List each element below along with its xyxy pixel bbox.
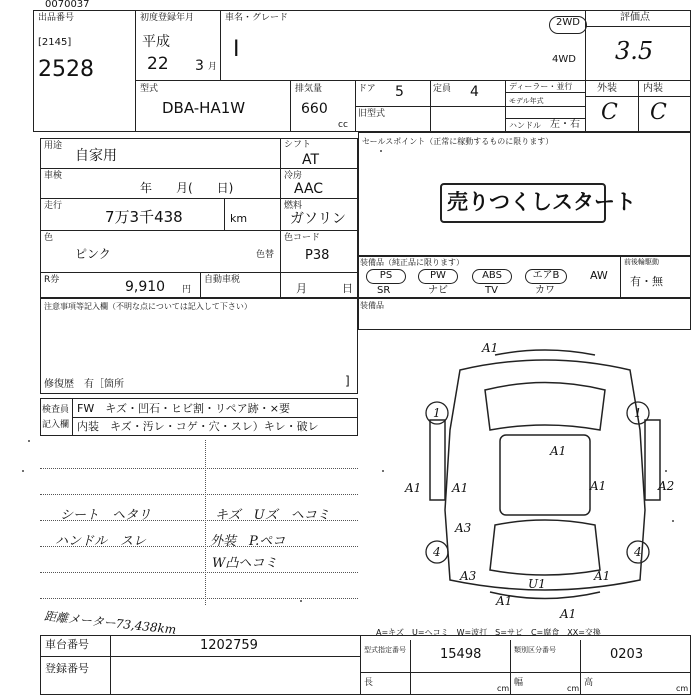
sales-point-label: セールスポイント（正常に稼動するものに限ります） xyxy=(362,137,554,146)
equip-tv: TV xyxy=(485,285,498,296)
shift: AT xyxy=(302,152,320,168)
front-bumper xyxy=(495,350,595,355)
exterior-label: 外装 xyxy=(597,83,617,94)
fuel-label: 燃料 xyxy=(284,201,303,211)
left-side-panel xyxy=(430,420,445,500)
recycle: 9,910 xyxy=(125,279,166,295)
damage-mark: U1 xyxy=(528,577,546,591)
seats-label: 定員 xyxy=(433,84,452,94)
meter-note: 距離メーター73,438km xyxy=(43,608,177,637)
handle: 左・右 xyxy=(550,119,580,130)
recycle-label: R券 xyxy=(44,275,60,285)
damage-mark: A1 xyxy=(550,444,567,458)
displacement-label: 排気量 xyxy=(295,84,323,94)
doors-label: ドア xyxy=(358,84,376,94)
equip-sr: SR xyxy=(377,285,391,296)
score-label: 評価点 xyxy=(620,12,650,23)
score: 3.5 xyxy=(615,37,654,65)
handwritten-seat: シート ヘタリ xyxy=(60,508,152,523)
month-unit: 月 xyxy=(208,62,218,72)
length-cm: cm xyxy=(497,684,510,693)
equip-pw: PW xyxy=(418,269,458,284)
width-cm: cm xyxy=(567,684,580,693)
damage-mark: A1 xyxy=(496,594,513,608)
lot-label: 出品番号 xyxy=(38,13,75,23)
tax-day: 日 xyxy=(342,282,353,295)
damage-mark: A1 xyxy=(590,479,607,493)
car-diagram xyxy=(400,330,690,630)
windshield-outline xyxy=(485,383,605,431)
equip-ps: PS xyxy=(366,269,406,284)
car-name: I xyxy=(233,37,240,62)
fuel: ガソリン xyxy=(290,211,346,227)
seats: 4 xyxy=(470,84,479,100)
height-cm: cm xyxy=(676,684,689,693)
color: ピンク xyxy=(75,247,111,261)
damage-mark: A1 xyxy=(594,569,611,583)
handwritten-handle: ハンドル スレ xyxy=(55,534,147,549)
handle-label: ハンドル xyxy=(509,121,541,130)
chassis-number: 1202759 xyxy=(200,638,258,653)
exterior-grade: C xyxy=(601,100,618,125)
roof-outline xyxy=(500,435,590,515)
dealer-label: ディーラー・並行 xyxy=(509,82,573,91)
circle-label: 1 xyxy=(634,406,642,420)
car-name-label: 車名・グレード xyxy=(225,13,289,23)
model-label: 型式 xyxy=(140,84,159,94)
top-number: 0070037 xyxy=(45,0,90,10)
chassis-type: 15498 xyxy=(440,647,482,662)
circle-label: 4 xyxy=(433,545,441,559)
inspection: 年 月( 日) xyxy=(140,181,234,195)
handwritten-dent: W凸ヘコミ xyxy=(212,556,278,571)
damage-mark: A1 xyxy=(560,607,577,621)
reg-label: 登録番号 xyxy=(45,662,89,675)
equipment-label: 装備品（純正品に限ります） xyxy=(360,258,464,267)
lot-small: [2145] xyxy=(38,37,72,48)
other-equip-label: 装備品 xyxy=(360,301,384,310)
first-reg-label: 初度登録年月 xyxy=(140,13,195,23)
sales-point-text: 売りつくしスタート xyxy=(447,190,636,214)
equip-airbag: エアB xyxy=(525,269,567,284)
circle-label: 1 xyxy=(433,406,441,420)
usage-label: 用途 xyxy=(44,141,63,151)
tax-month: 月 xyxy=(296,282,307,295)
damage-mark: A1 xyxy=(482,341,499,355)
rear-window-outline xyxy=(490,520,600,575)
height-label: 高 xyxy=(584,678,594,688)
tax-label: 自動車税 xyxy=(204,275,241,285)
class-label: 類別区分番号 xyxy=(514,646,556,654)
interior-label: 内装 xyxy=(643,83,663,94)
check-label-1: 検査員 xyxy=(42,405,70,415)
interior-row: 内装 キズ・汚レ・コゲ・穴・スレ）キレ・破レ xyxy=(77,420,319,433)
equip-navi: ナビ xyxy=(428,285,448,296)
mileage: 7万3千438 xyxy=(105,208,183,226)
chassis-type-label: 型式指定番号 xyxy=(364,646,406,654)
check-label-2: 記入欄 xyxy=(42,420,70,430)
cooling-label: 冷房 xyxy=(284,171,303,181)
color-change-label: 色替 xyxy=(256,250,275,260)
repair-label: 修復歴 xyxy=(44,379,74,390)
color-code-label: 色コード xyxy=(284,233,321,243)
inspection-label: 車検 xyxy=(44,171,63,181)
length-label: 長 xyxy=(364,678,374,688)
model-year-label: モデル年式 xyxy=(509,97,544,105)
fw-row: FW キズ・凹石・ヒビ割・リペア跡・×要 xyxy=(77,402,290,415)
usage: 自家用 xyxy=(75,148,117,164)
repair-bracket: ] xyxy=(345,374,350,388)
handwritten-exterior: 外装 P.ペコ xyxy=(210,534,286,549)
drive-4wd: 4WD xyxy=(552,54,576,65)
lot-number: 2528 xyxy=(38,57,94,82)
era: 平成 xyxy=(142,34,170,50)
damage-mark: A1 xyxy=(452,481,469,495)
equip-abs: ABS xyxy=(472,269,512,284)
width-label: 幅 xyxy=(514,678,524,688)
damage-mark: A3 xyxy=(460,569,477,583)
class-number: 0203 xyxy=(610,647,644,662)
repair-value: 有［箇所 xyxy=(84,379,124,390)
other-equip-section xyxy=(358,298,691,330)
yen-unit: 円 xyxy=(182,285,192,295)
reg-month: 3 xyxy=(195,58,204,74)
car-body-outline xyxy=(445,360,645,590)
equip-leather: カワ xyxy=(535,285,555,296)
skid-value: 有・無 xyxy=(630,275,663,288)
prev-type-label: 旧型式 xyxy=(358,109,386,119)
skid-label: 前後輪駆動 xyxy=(624,258,659,266)
color-label: 色 xyxy=(44,233,54,243)
displacement: 660 xyxy=(301,101,328,117)
notes-label: 注意事項等記入欄（不明な点については記入して下さい） xyxy=(44,302,252,311)
mileage-label: 走行 xyxy=(44,201,63,211)
color-code: P38 xyxy=(305,248,330,263)
doors: 5 xyxy=(395,84,404,100)
shift-label: シフト xyxy=(284,140,312,150)
drive-2wd: 2WD xyxy=(549,16,587,34)
interior-grade: C xyxy=(650,100,667,125)
diagram-legend: A=キズ U=ヘコミ W=波打 S=サビ C=腐食 XX=交換 xyxy=(376,628,601,637)
circle-label: 4 xyxy=(634,545,642,559)
chassis-label: 車台番号 xyxy=(45,638,89,651)
damage-mark: A2 xyxy=(658,479,675,493)
handwritten-scratch: キズ Uズ ヘコミ xyxy=(215,508,330,523)
cooling: AAC xyxy=(294,181,324,197)
damage-mark: A1 xyxy=(405,481,422,495)
damage-mark: A3 xyxy=(455,521,472,535)
reg-year: 22 xyxy=(147,54,169,74)
model: DBA-HA1W xyxy=(162,99,246,117)
km-unit: km xyxy=(230,212,248,225)
cc-unit: cc xyxy=(338,120,348,130)
equip-aw: AW xyxy=(590,269,608,282)
